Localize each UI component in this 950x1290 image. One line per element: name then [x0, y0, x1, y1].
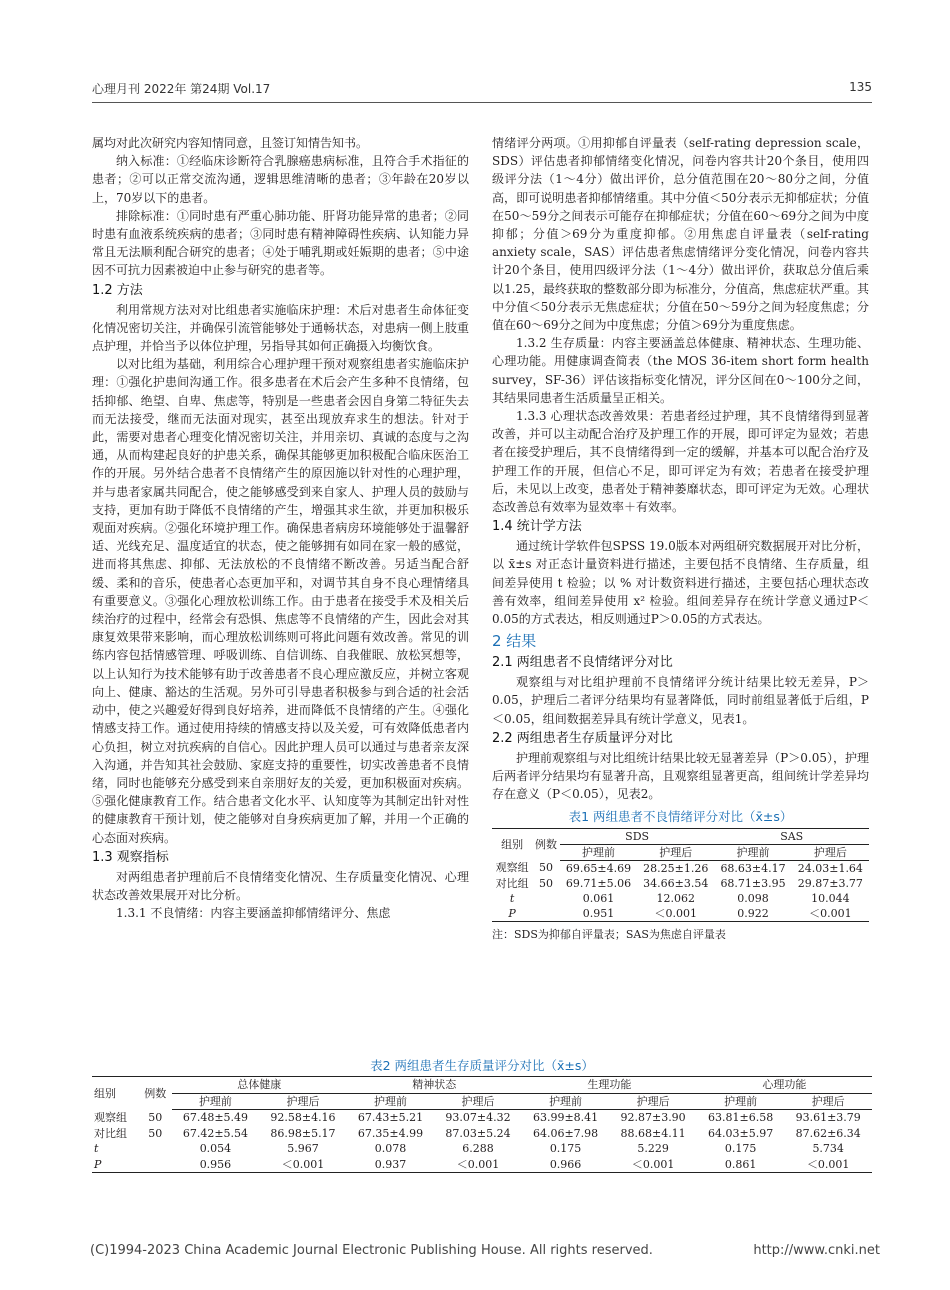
table-cell: 0.175 [724, 1142, 757, 1155]
table2 [92, 1076, 872, 1173]
table-cell: 观察组 [495, 861, 529, 875]
table-row [92, 1110, 872, 1126]
table-row [492, 906, 869, 922]
table2-block [92, 1052, 872, 1173]
paragraph: 观察组与对比组护理前不良情绪评分统计结果比较无差异，P＞0.05，护理后二者评分结果均有显著降低，同时前组显著低于后组，P＜0.05，组间数据差异具有统计学意义，见表1。 [492, 675, 869, 726]
table-cell: 对比组 [94, 1126, 127, 1140]
table-header: 总体健康 [172, 1077, 347, 1094]
table-cell [139, 1157, 172, 1173]
table-header: 精神状态 [347, 1077, 522, 1094]
paragraph: 1.3.1 不良情绪：内容主要涵盖抑郁情绪评分、焦虑 [116, 906, 391, 921]
exclusion-criteria: 排除标准：①同时患有严重心肺功能、肝肾功能异常的患者；②同时患有血液系统疾病的患者；③同时患有精神障碍性疾病、认知能力异常且无法顺利配合研究的患者；④处于哺乳期或妊娠期的患者；⑤中途因不可抗力因素被迫中止参与研究的患者等。 [92, 208, 469, 278]
table-cell: 87.03±5.24 [445, 1126, 511, 1140]
paragraph: 1.3.3 心理状态改善效果：若患者经过护理，其不良情绪得到显著改善，并可以主动配合治疗及护理工作的开展，即可评定为显效；若患者在接受护理后，其不良情绪得到一定的缓解，并基本可以配合治疗及护理工作的开展，但信心不足，即可评定为有效；若患者在接受护理后，未见以上改变，患者处于精神萎靡状态，即可评定为无效。心理状态改善总有效率为显效率＋有效率。 [492, 409, 869, 515]
table-cell: 0.937 [347, 1157, 435, 1173]
paragraph: 利用常规方法对对比组患者实施临床护理：术后对患者生命体征变化情况密切关注，并确保引流管能够处于通畅状态，对患病一侧上肢重点护理，并恰当予以体位护理，另指导其如何正确摄入均衡饮食。 [92, 302, 469, 354]
table-row [92, 1157, 872, 1173]
table-cell: 69.71±5.06 [565, 876, 632, 890]
table-cell [532, 891, 560, 906]
section-heading-1-3: 1.3 观察指标 [92, 849, 169, 865]
table-cell: ＜0.001 [792, 906, 869, 922]
table-cell: 63.81±6.58 [708, 1111, 774, 1124]
table-cell: 93.07±4.32 [445, 1111, 511, 1124]
table-cell: 50 [539, 876, 554, 890]
table-cell: 28.25±1.26 [643, 861, 709, 875]
running-header [92, 80, 872, 103]
table-cell: ＜0.001 [784, 1157, 872, 1173]
table-cell: 6.288 [462, 1142, 494, 1155]
table-cell: 29.87±3.77 [797, 876, 863, 890]
table1-title: 表1 两组患者不良情绪评分对比（x̄±s） [568, 808, 793, 824]
table-header: 例数 [139, 1077, 172, 1110]
table-cell: P [92, 1157, 139, 1173]
table-cell: 67.48±5.49 [182, 1111, 249, 1124]
table-cell: 12.062 [656, 891, 696, 905]
paragraph: 通过统计学软件包SPSS 19.0版本对两组研究数据展开对比分析，以 x̄±s 对正态计量资料进行描述，主要包括不良情绪、生存质量，组间差异使用 t 检验；以 % 对计数资料进行描述，主要包括心理状态改善有效率，组间差异使用 x² 检验。组间差异存在统计学意义通过P＜0.05的方式表达，相反则通过P＞0.05的方式表达。 [492, 539, 869, 627]
paragraph: 以对比组为基础，利用综合心理护理干预对观察组患者实施临床护理：①强化护患间沟通工作。很多患者在术后会产生多种不良情绪，包括抑郁、绝望、自卑、焦虑等，特别是一些患者会因自身第二特征失去而无法接受，继而无法面对现实，甚至出现放弃求生的想法。针对于此，需要对患者心理变化情况密切关注，并用亲切、真诚的态度与之沟通，从而构建起良好的护患关系，确保其能够更加积极配合临床医治工作的开展。另外结合患者不良情绪产生的原因施以针对性的心理护理，并与患者家属共同配合，使之能够感受到来自家人、护理人员的鼓励与支持，更加有助于降低不良情绪的产生，增强其求生欲，并更加积极乐观面对疾病。②强化环境护理工作。确保患者病房环境能够处于温馨舒适、光线充足、温度适宜的状态，使之能够拥有如同在家一般的感觉，进而将其焦虑、抑郁、无法放松的不良情绪不断改善。另适当配合舒缓、柔和的音乐，使患者心态更加平和，对调节其自身不良心理情绪具有重要意义。③强化心理放松训练工作。由于患者在接受手术及相关后续治疗的过程中，经常会有恐惧、焦虑等不良情绪的产生，因此会对其康复效果带来影响，而心理放松训练则可将此问题有效改善。常见的训练内容包括情感管理、呼吸训练、自信训练、自我催眠、放松冥想等，以上认知行为技术能够有助于改善患者不良心理应激反应，并树立客观向上、健康、豁达的生活观。另外可引导患者积极参与到合适的社会活动中，使之兴趣爱好得到良好培养，进而降低不良情绪的产生。④强化情感支持工作。通过使用持续的情感支持以及关爱，可有效降低患者内心负担，树立对抗疾病的自信心。因此护理人员可以通过与患者亲友深入沟通，并告知其社会鼓励、家庭支持的重要性，切实改善患者不良情绪，同时也能够充分感受到来自亲朋好友的关爱，更加积极面对疾病。⑤强化健康教育工作。结合患者文化水平、认知度等为其制定出针对性的健康教育干预计划，使之能够对自身疾病更加了解，并用一个正确的心态面对疾病。 [92, 357, 469, 845]
table-subheader: 护理前 [697, 1093, 785, 1110]
table-cell [139, 1141, 172, 1157]
table-cell [532, 906, 560, 922]
left-column [92, 134, 469, 922]
section-heading-2: 2 结果 [492, 632, 537, 651]
table-cell: 50 [148, 1126, 163, 1140]
paragraph: 护理前观察组与对比组统计结果比较无显著差异（P＞0.05），护理后两者评分结果均有显著升高，且观察组显著更高，组间统计学差异均存在意义（P＜0.05），见表2。 [492, 750, 869, 802]
table-row [492, 891, 869, 906]
table-cell: ＜0.001 [434, 1157, 522, 1173]
table-cell: 观察组 [94, 1110, 127, 1124]
table-cell: 24.03±1.64 [797, 861, 863, 875]
table-cell: 68.63±4.17 [720, 861, 786, 875]
table-header: SDS [560, 828, 715, 844]
table-cell: 86.98±5.17 [270, 1126, 336, 1140]
table-cell: 0.061 [582, 891, 615, 905]
table-cell: 87.62±6.34 [795, 1126, 861, 1140]
table-header: 生理功能 [522, 1077, 697, 1094]
table-subheader: 护理前 [172, 1093, 260, 1110]
table-cell: 88.68±4.11 [620, 1126, 686, 1140]
table-cell: t [94, 1142, 99, 1155]
table-subheader: 护理后 [259, 1093, 347, 1110]
table-header: 组别 [92, 1077, 139, 1110]
table-cell: 50 [148, 1110, 163, 1124]
section-heading-2-1: 2.1 两组患者不良情绪评分对比 [492, 655, 673, 671]
table-cell: 67.43±5.21 [357, 1111, 424, 1124]
table-subheader: 护理前 [522, 1093, 610, 1110]
table-cell: 0.951 [560, 906, 637, 922]
table-subheader: 护理后 [609, 1093, 697, 1110]
table-subheader: 护理前 [714, 844, 791, 860]
table-subheader: 护理前 [347, 1093, 435, 1110]
table-cell: 0.175 [549, 1142, 582, 1155]
table-cell: 5.967 [287, 1142, 319, 1155]
table-header: 心理功能 [697, 1077, 872, 1094]
table-cell: 67.42±5.54 [182, 1126, 249, 1140]
table-cell: 69.65±4.69 [565, 861, 632, 875]
table1-note: 注：SDS为抑郁自评量表；SAS为焦虑自评量表 [492, 927, 726, 941]
table-row [492, 876, 869, 891]
table-cell: 50 [539, 861, 554, 875]
table-cell: 10.044 [811, 891, 850, 905]
table-cell: 0.922 [714, 906, 791, 922]
table-cell: 63.99±8.41 [532, 1111, 599, 1124]
table-cell: ＜0.001 [259, 1157, 347, 1173]
table-header: 例数 [532, 828, 560, 860]
table-cell: 0.956 [172, 1157, 260, 1173]
website-link[interactable]: http://www.cnki.net [753, 1243, 880, 1258]
table-cell: 67.35±4.99 [357, 1126, 424, 1140]
table-row [92, 1141, 872, 1157]
table-cell: 0.098 [737, 891, 769, 905]
inclusion-criteria: 纳入标准：①经临床诊断符合乳腺癌患病标准，且符合手术指征的患者；②可以正常交流沟通，逻辑思维清晰的患者；③年龄在20岁以上，70岁以下的患者。 [92, 154, 469, 205]
table-cell: 0.078 [374, 1142, 407, 1155]
table-cell: 0.861 [697, 1157, 785, 1173]
table-header: SAS [714, 828, 869, 844]
right-column [492, 134, 869, 944]
paragraph: 对两组患者护理前后不良情绪变化情况、生存质量变化情况、心理状态改善效果展开对比分析。 [92, 869, 469, 902]
page-number: 135 [849, 80, 872, 94]
table-subheader: 护理后 [792, 844, 869, 860]
table-subheader: 护理前 [560, 844, 637, 860]
table-subheader: 护理后 [784, 1093, 872, 1110]
table1 [492, 828, 869, 922]
table-cell: 92.58±4.16 [270, 1111, 336, 1124]
table-row [492, 860, 869, 876]
section-heading-1-4: 1.4 统计学方法 [492, 519, 582, 535]
table-cell: P [492, 906, 532, 922]
paragraph: 属均对此次研究内容知情同意，且签订知情告知书。 [92, 136, 369, 150]
table-cell: 5.734 [812, 1142, 844, 1155]
table-cell: 64.03±5.97 [708, 1126, 774, 1140]
table-header: 组别 [492, 828, 532, 860]
table-subheader: 护理后 [637, 844, 714, 860]
table-row [92, 1126, 872, 1142]
table-cell: 0.054 [199, 1142, 232, 1155]
table-cell: 92.87±3.90 [620, 1111, 686, 1124]
table-cell: 68.71±3.95 [720, 876, 786, 890]
table-cell: ＜0.001 [609, 1157, 697, 1173]
section-heading-2-2: 2.2 两组患者生存质量评分对比 [492, 730, 673, 746]
paragraph: 1.3.2 生存质量：内容主要涵盖总体健康、精神状态、生理功能、心理功能。用健康调查简表（the MOS 36-item short form health survey，SF-36）评估该指标变化情况，评分区间在0～100分之间，其结果同患者生活质量呈正相关。 [492, 336, 869, 405]
table-cell: t [509, 891, 515, 905]
table-cell: 34.66±3.54 [643, 876, 709, 890]
table-cell: 64.06±7.98 [532, 1126, 599, 1140]
paragraph: 情绪评分两项。①用抑郁自评量表（self-rating depression scale，SDS）评估患者抑郁情绪变化情况，问卷内容共计20个条目，使用四级评分法（1～4分）做出评价，总分值范围在20～80分之间，分值高，即可说明患者抑郁情绪重。其中分值＜50分表示无抑郁症状；分值在50～59分之间表示可能存在抑郁症状；分值在60～69分之间为中度抑郁；分值＞69分为重度抑郁。②用焦虑自评量表（self-rating anxiety scale，SAS）评估患者焦虑情绪评分变化情况，问卷内容共计20个条目，使用四级评分法（1～4分）做出评价，获取总分值后乘以1.25，最终获取的整数部分即为标准分，分值高，焦虑症状严重。其中分值＜50分表示无焦虑症状；分值在50～59分之间为轻度焦虑；分值在60～69分之间为中度焦虑；分值＞69分为重度焦虑。 [492, 136, 869, 333]
table-cell: 0.966 [522, 1157, 610, 1173]
section-heading-1-2: 1.2 方法 [92, 282, 143, 298]
table-cell: ＜0.001 [637, 906, 714, 922]
table-cell: 93.61±3.79 [795, 1111, 861, 1124]
journal-info: 心理月刊 2022年 第24期 Vol.17 [92, 82, 271, 96]
table-subheader: 护理后 [434, 1093, 522, 1110]
copyright-text: (C)1994-2023 China Academic Journal Electronic Publishing House. All rights reserved. [90, 1243, 653, 1258]
table-cell: 对比组 [495, 876, 529, 890]
table2-title: 表2 两组患者生存质量评分对比（x̄±s） [370, 1058, 594, 1073]
copyright-footer [90, 1243, 880, 1258]
table-cell: 5.229 [637, 1142, 669, 1155]
